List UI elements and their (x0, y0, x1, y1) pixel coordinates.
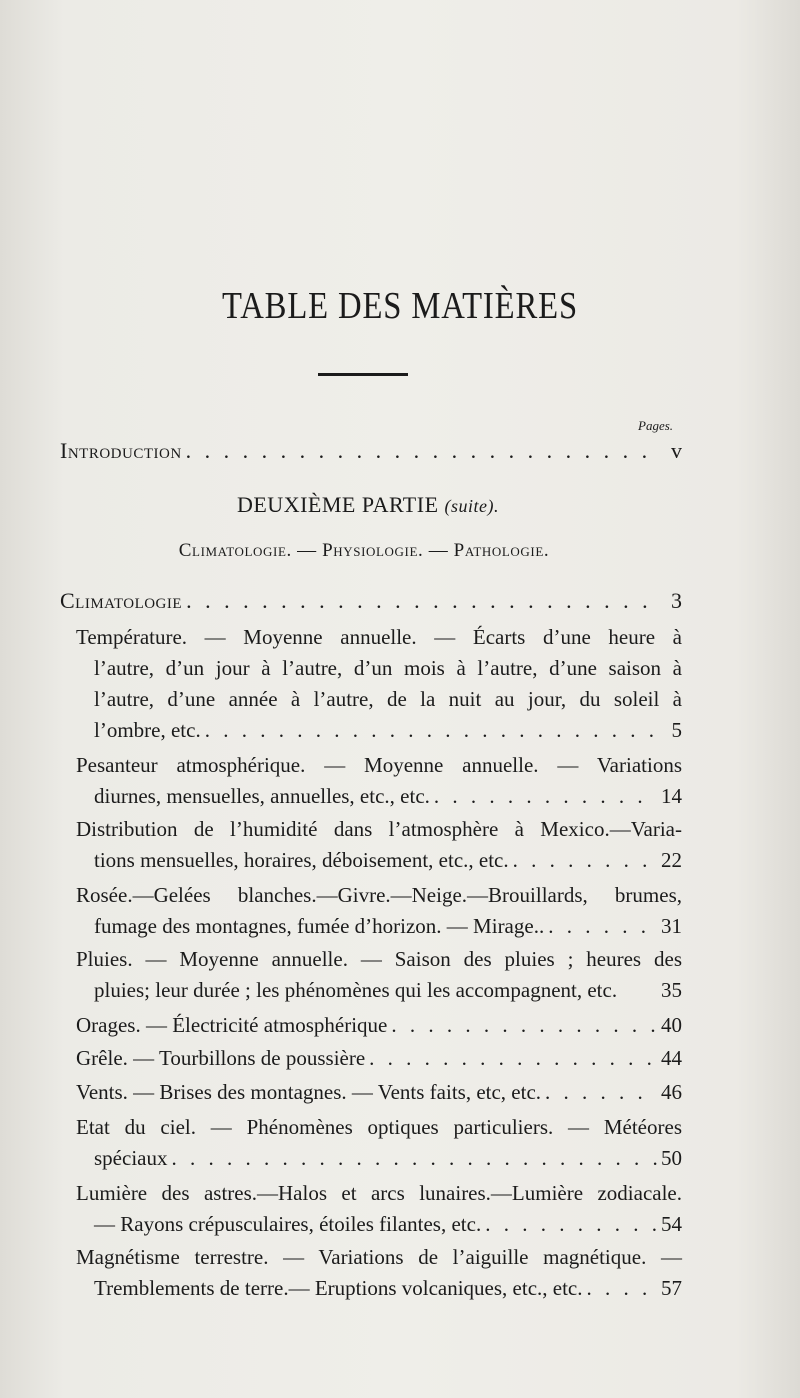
toc-entry-line: spéciaux (94, 1146, 168, 1170)
toc-entry (76, 944, 682, 1006)
leader-dots (171, 1143, 657, 1174)
toc-entry (76, 1043, 682, 1074)
toc-entry-last-line (76, 715, 682, 746)
toc-entry-page: 14 (661, 784, 682, 808)
toc-entry (76, 1112, 682, 1174)
toc-entry-page: 50 (661, 1146, 682, 1170)
toc-entry (76, 750, 682, 812)
toc-entry-last-line (76, 845, 682, 876)
toc-entry-line: tions mensuelles, horaires, déboisement, etc., etc. (94, 848, 509, 872)
toc-entry-last-line (76, 1010, 682, 1041)
toc-introduction (60, 436, 682, 466)
toc-entry-last-line (76, 975, 682, 1006)
toc-entry (76, 1010, 682, 1041)
toc-entry-line: diurnes, mensuelles, annuelles, etc., etc. (94, 784, 430, 808)
title-rule (318, 373, 408, 376)
toc-entry-line: Orages. — Électricité atmosphérique (76, 1013, 388, 1037)
toc-entry-last-line (76, 781, 682, 812)
leader-dots (186, 436, 660, 466)
toc-entry-line: Rosée.—Gelées blanches.—Givre.—Neige.—Brouillards, brumes, (76, 883, 682, 907)
toc-entry-line: — Rayons crépusculaires, étoiles filantes, etc. (94, 1212, 482, 1236)
part-title: DEUXIÈME PARTIE (236, 492, 439, 517)
toc-entry-page: 46 (661, 1080, 682, 1104)
toc-entry (76, 1178, 682, 1240)
toc-entry-line: Vents. — Brises des montagnes. — Vents faits, etc, etc. (76, 1080, 542, 1104)
toc-entry-line: pluies; leur durée ; les phénomènes qui les accompagnent, etc. (94, 978, 618, 1002)
leader-dots (391, 1010, 657, 1041)
toc-entry-page: 22 (661, 848, 682, 872)
toc-entry-line: l’autre, d’une année à l’autre, de la nuit au jour, du soleil à (94, 687, 682, 711)
leader-dots (434, 781, 657, 812)
toc-entry (76, 622, 682, 746)
leader-dots (513, 845, 657, 876)
toc-entry-line: fumage des montagnes, fumée d’horizon. — Mirage.. (94, 914, 545, 938)
leader-dots (369, 1043, 657, 1074)
leader-dots (186, 586, 660, 616)
toc-entry (76, 880, 682, 942)
part-suffix: (suite). (444, 496, 499, 516)
toc-entry-line: Pesanteur atmosphérique. — Moyenne annuelle. — Variations (76, 753, 682, 777)
leader-dots (485, 1209, 657, 1240)
toc-entry-last-line (76, 1043, 682, 1074)
toc-section (60, 586, 682, 616)
toc-introduction-label: Introduction (60, 438, 182, 463)
toc-entry-page: 40 (661, 1013, 682, 1037)
toc-entry-page: 57 (661, 1276, 682, 1300)
toc-entry-line: l’ombre, etc. (94, 718, 201, 742)
toc-entry-page: 44 (661, 1046, 682, 1070)
toc-entry (76, 814, 682, 876)
toc-entry-line: Lumière des astres.—Halos et arcs lunaires.—Lumière zodiacale. (76, 1181, 682, 1205)
toc-entry-last-line (76, 1209, 682, 1240)
part-heading (0, 492, 736, 518)
toc-entry-line: Tremblements de terre.— Eruptions volcaniques, etc., etc. (94, 1276, 583, 1300)
toc-entry-line: Magnétisme terrestre. — Variations de l’aiguille magnétique. — (76, 1245, 682, 1269)
toc-entry-line: Distribution de l’humidité dans l’atmosphère à Mexico.—Varia- (76, 817, 682, 841)
toc-entry-page: 31 (661, 914, 682, 938)
toc-entry-line: Grêle. — Tourbillons de poussière (76, 1046, 366, 1070)
toc-entry-last-line (76, 911, 682, 942)
toc-entry (76, 1242, 682, 1304)
toc-entry (76, 1077, 682, 1108)
toc-section-page: 3 (671, 588, 682, 613)
toc-entry-line: Etat du ciel. — Phénomènes optiques particuliers. — Météores (76, 1115, 682, 1139)
toc-entry-last-line (76, 1077, 682, 1108)
leader-dots (205, 715, 668, 746)
leader-dots (587, 1273, 657, 1304)
page-title: TABLE DES MATIÈRES (221, 285, 579, 327)
leader-dots (545, 1077, 657, 1108)
toc-entry-page: 54 (661, 1212, 682, 1236)
toc-entry-page: 5 (671, 718, 682, 742)
toc-entry-line: Pluies. — Moyenne annuelle. — Saison des pluies ; heures des (76, 947, 682, 971)
part-subtitle: Climatologie. — Physiologie. — Pathologie. (178, 540, 550, 561)
leader-dots (548, 911, 657, 942)
toc-entry-last-line (76, 1273, 682, 1304)
toc-entry-last-line (76, 1143, 682, 1174)
toc-entry-line: Température. — Moyenne annuelle. — Écarts d’une heure à (76, 625, 682, 649)
toc-introduction-page: v (671, 438, 682, 463)
toc-entry-page: 35 (661, 978, 682, 1002)
toc-section-label: Climatologie (60, 588, 183, 613)
toc-entry-line: l’autre, d’un jour à l’autre, d’un mois à l’autre, d’une saison à (94, 656, 682, 680)
pages-column-label: Pages. (638, 418, 674, 433)
